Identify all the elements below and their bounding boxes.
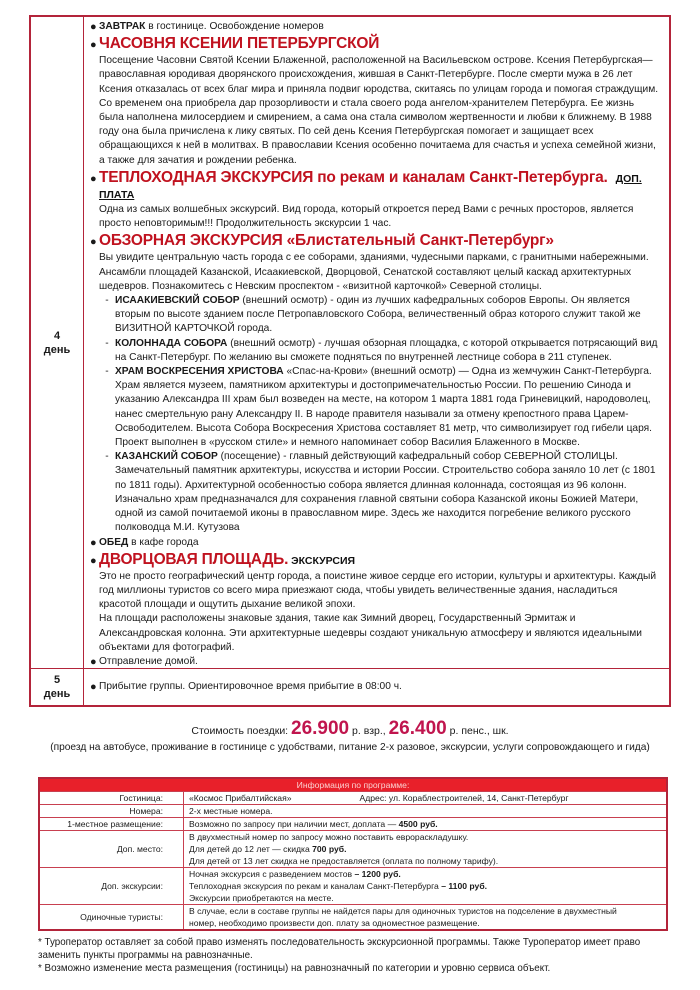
sight-text: (посещение) - главный действующий кафедральный собор СЕВЕРНОЙ СТОЛИЦЫ. Замечательный памятник архитектуры, искусства и истории России. Строительство собора заняло 10 лет (с 1801 по 1811 годы). Архитектурной особенностью собора является длинная колоннада, состоящая из 96 колонн. Изначально храм предназначался для сохранения главной святыни собора Казанской иконы Божией Матери, одной из самой почитаемой иконы в православном мире. Здесь же находится погребение великого русского полководца М.И. Кутузова: [115, 451, 656, 534]
footnote: * Туроператор оставляет за собой право изменять последовательность экскурсионной программы. Также Туроператор имеет право заменить пункты программы на равнозначные.: [38, 937, 641, 962]
info-value: 2-х местные номера.: [189, 806, 273, 816]
sight-name: КОЛОННАДА СОБОРА: [115, 337, 228, 349]
excursion-line-2: [189, 880, 666, 892]
sight-item: [90, 294, 661, 337]
bullet-icon: ●: [90, 236, 97, 249]
hotel-name: «Космос Прибалтийская»: [189, 793, 292, 803]
lunch-bold: ОБЕД: [99, 536, 129, 548]
day-label: [31, 17, 84, 668]
single-price: 4500 руб.: [398, 819, 438, 829]
boat-title: ТЕПЛОХОДНАЯ ЭКСКУРСИЯ по рекам и каналам Санкт-Петербурга.: [99, 168, 608, 186]
excursion-line-3: Экскурсии приобретаются на месте.: [189, 893, 334, 903]
sight-name: ИСААКИЕВСКИЙ СОБОР: [115, 295, 240, 307]
square-text-2: На площади расположены знаковые здания, такие как Зимний дворец, Государственный Эрмитаж и Александровская колонна. Эти архитектурные шедевры создают уникальную атмосферу и являются идеальными объектами для фотографий.: [99, 613, 642, 653]
info-row-extra-bed: [40, 830, 666, 867]
square-title: ДВОРЦОВАЯ ПЛОЩАДЬ.: [99, 550, 289, 568]
info-row-rooms: [40, 804, 666, 817]
square-text-1: Это не просто географический центр города, а поистине живое сердце его истории, культуры и архитектуры. Каждый год миллионы туристов со всего мира приезжают сюда, чтобы увидеть величественные здания, насладиться красотой площади и ощутить дыхание великой эпохи.: [99, 570, 657, 611]
info-row-hotel: [40, 791, 666, 804]
day-word: день: [43, 343, 71, 356]
lunch-item: [90, 536, 661, 550]
info-value: [184, 868, 666, 904]
price-line: [0, 718, 700, 740]
chapel-text: Посещение Часовни Святой Ксении Блаженной, расположенной на Васильевском острове. Ксения Петербургская— православная юродивая дворянского происхождения, жившая в Санкт-Петербурге. После смерти мужа в 26 лет Ксения отказалась от всех благ мира и приняла подвиг юродства, скитаясь по улицам города и помогая страждущим. Со временем она приобрела дар прозорливости и стала своего рода ангелом-хранителем Петербурга. Ее жизнь была наполнена милосердием и смирением, а сама она стала символом жертвенности и любви к ближнему. В 1988 году она была причислена к лику святых. По сей день Ксения Петербургская помогает и защищает всех обращающихся к ней в молитвах. В православии Ксения особенно почитаема для счастья и успеха семейной жизни, а также для зачатия и рождении ребенка.: [99, 55, 659, 166]
info-header: Информация по программе:: [40, 779, 666, 791]
price-includes: (проезд на автобусе, проживание в гостинице с удобствами, питание 2-х разовое, экскурсии, услуги сопровождающего и гида): [50, 742, 650, 753]
excursion-text: Теплоходная экскурсия по рекам и каналам Санкт-Петербурга: [189, 881, 442, 891]
bullet-icon: ●: [90, 655, 97, 668]
info-label: Доп. экскурсии:: [40, 868, 184, 904]
bullet-icon: ●: [90, 681, 97, 694]
boat-text: Одна из самых волшебных экскурсий. Вид города, который откроется перед Вами с речных просторов, является просто неповторимым!!! Продолжительность экскурсии 1 час.: [99, 204, 634, 230]
extra-bed-text: Для детей до 12 лет — скидка: [189, 844, 313, 854]
day-word: день: [43, 688, 71, 700]
adult-price: 26.900: [291, 718, 350, 739]
departure-text: Отправление домой.: [99, 655, 198, 667]
info-value: [184, 905, 666, 929]
sight-item: [90, 365, 661, 450]
chapel-title: ЧАСОВНЯ КСЕНИИ ПЕТЕРБУРГСКОЙ: [99, 35, 380, 53]
square-item: [90, 550, 661, 570]
price-label: Стоимость поездки:: [191, 725, 292, 737]
excursion-text: Ночная экскурсия с разведением мостов: [189, 869, 355, 879]
arrival-item: [90, 680, 402, 694]
bullet-icon: ●: [90, 39, 97, 52]
footnotes: [38, 936, 678, 976]
info-label: Гостиница:: [40, 792, 184, 804]
day-content: [84, 669, 669, 705]
sight-text: (внешний осмотр) - лучшая обзорная площадка, с которой открывается потрясающий вид на Санкт-Петербург. По желанию вы сможете подняться по внутренней лестнице собора в 211 ступенек.: [115, 337, 658, 363]
excursion-price: – 1100 руб.: [441, 881, 488, 891]
bullet-icon: ●: [90, 172, 97, 185]
dash-icon: -: [105, 451, 109, 463]
day-row-4: [31, 17, 669, 668]
dash-icon: -: [105, 295, 109, 307]
info-label: Одиночные туристы:: [40, 905, 184, 929]
info-row-extra-excursions: [40, 867, 666, 904]
square-title-suffix: ЭКСКУРСИЯ: [288, 554, 356, 567]
breakfast-item: [90, 20, 661, 34]
excursion-price: – 1200 руб.: [354, 869, 401, 879]
extra-bed-line-1: В двухместный номер по запросу можно поставить еврораскладушку.: [189, 832, 469, 842]
single-tourists-line-1: В случае, если в составе группы не найдется пары для одиночных туристов на подселение в двухместный: [189, 906, 617, 916]
reduced-price: 26.400: [388, 718, 447, 739]
day-content: [84, 17, 669, 668]
overview-text: Вы увидите центральную часть города с ее соборами, зданиями, чудесными парками, с гранитными набережными. Ансамбли площадей Казанской, Исаакиевской, Дворцовой, Сенатской составляют целый каскад архитектурных шедевров. Познакомитесь с Невским проспектом - «визитной карточкой» Северной столицы.: [99, 252, 649, 292]
extra-bed-line-3: Для детей от 13 лет скидка не предоставляется (оплата по полному тарифу).: [189, 856, 499, 866]
sight-name: ХРАМ ВОСКРЕСЕНИЯ ХРИСТОВА: [115, 366, 284, 378]
day-number: 4: [53, 329, 61, 342]
extra-bed-line-2: [189, 843, 666, 855]
adult-suffix: р. взр.,: [349, 725, 389, 737]
info-row-single-tourists: [40, 904, 666, 929]
info-table: [38, 777, 668, 931]
bullet-icon: ●: [90, 554, 97, 567]
sight-text: «Спас-на-Крови» (внешний осмотр) — Одна из жемчужин Санкт-Петербурга. Храм является музеем, памятником архитектуры и достопримечательностью России. По решению Синода и указанию Александра III храм был возведен на месте, на котором 1 марта 1881 года Гриневицкий, народоволец, нанес смертельную рану Александру II. В народе правителя называли за отмену крепостного права Царем-Освободителем. Высота Собора Воскресения Христова составляет 81 метр, что символизирует год гибели царя. Проект выполнен в «русском стиле» и немного напоминает собор Василия Блаженного в Москве.: [115, 366, 652, 449]
day-row-5: [31, 668, 669, 705]
single-text: Возможно по запросу при наличии мест, доплата —: [189, 819, 399, 829]
info-row-single: [40, 817, 666, 830]
info-label: Номера:: [40, 805, 184, 817]
info-label: Доп. место:: [40, 831, 184, 867]
info-value: [184, 792, 666, 804]
breakfast-text: в гостинице. Освобождение номеров: [145, 21, 324, 32]
bullet-icon: ●: [90, 536, 97, 549]
lunch-text: в кафе города: [128, 536, 199, 548]
departure-item: [90, 655, 661, 669]
day-label: [31, 669, 84, 705]
boat-item: [90, 168, 661, 203]
info-label: 1-местное размещение:: [40, 818, 184, 830]
single-tourists-line-2: номер, необходимо произвести доп. плату за одноместное размещение.: [189, 918, 480, 928]
excursion-line-1: [189, 868, 666, 880]
footnote: * Возможно изменение места размещения (гостиницы) на равнозначный по категории и уровню сервиса объект.: [38, 963, 551, 975]
arrival-text: Прибытие группы. Ориентировочное время прибытие в 08:00 ч.: [99, 681, 402, 693]
sight-text: (внешний осмотр) - один из лучших кафедральных соборов Европы. Он является вторым по высоте зданием после Петропавловского Собора, величественный образ которого служит такой же ВИЗИТНОЙ КАРТОЧКОЙ города.: [115, 295, 641, 335]
dash-icon: -: [105, 366, 109, 378]
dash-icon: -: [105, 337, 109, 349]
day-number: 5: [53, 674, 61, 686]
sight-item: [90, 450, 661, 535]
program-table: [29, 15, 671, 707]
sight-name: КАЗАНСКИЙ СОБОР: [115, 451, 218, 463]
sight-item: [90, 337, 661, 365]
overview-title: ОБЗОРНАЯ ЭКСКУРСИЯ «Блистательный Санкт-Петербург»: [99, 232, 554, 250]
info-value: [184, 818, 666, 830]
chapel-item: [90, 34, 661, 54]
reduced-suffix: р. пенс., шк.: [446, 725, 509, 737]
hotel-address: Адрес: ул. Кораблестроителей, 14, Санкт-Петербург: [359, 793, 569, 803]
extra-bed-discount: 700 руб.: [312, 844, 347, 854]
overview-item: [90, 231, 661, 251]
info-value: [184, 831, 666, 867]
extra-payment-label: ДОП. ПЛАТА: [99, 172, 642, 201]
breakfast-bold: ЗАВТРАК: [99, 21, 146, 32]
bullet-icon: ●: [90, 21, 97, 33]
